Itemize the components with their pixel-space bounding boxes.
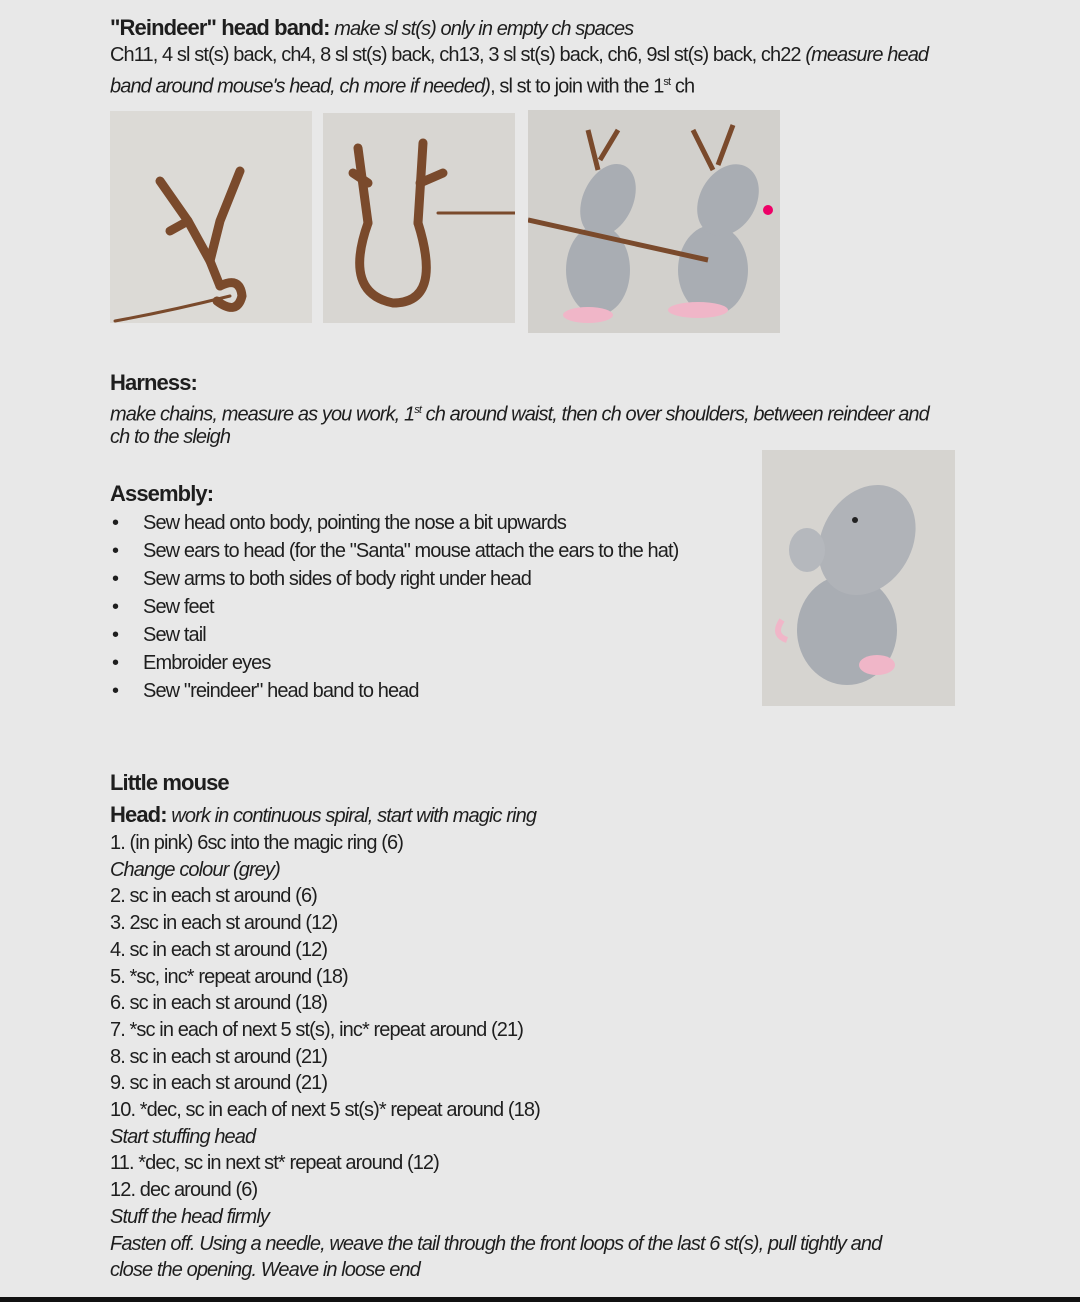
instruction-row: 3. 2sc in each st around (12): [110, 912, 338, 935]
instruction-row: 11. *dec, sc in next st* repeat around (12): [110, 1152, 439, 1175]
photo-reindeer-mice: [528, 110, 780, 333]
instruction-row: 8. sc in each st around (21): [110, 1045, 328, 1068]
headband-heading: [110, 15, 633, 42]
bullet: •: [112, 540, 120, 562]
photo-antler-chain-2: [323, 113, 515, 323]
list-item: Sew head onto body, pointing the nose a bit upwards: [143, 512, 566, 534]
headband-subtitle: make sl st(s) only in empty ch spaces: [334, 18, 634, 40]
headband-note: band around mouse's head, ch more if needed): [110, 75, 491, 98]
headband-title: "Reindeer" head band:: [110, 15, 330, 40]
list-item: Embroider eyes: [143, 652, 271, 674]
head-label: Head:: [110, 802, 167, 827]
headband-text: , sl st to join with the 1: [490, 75, 664, 98]
instruction-row: Start stuffing head: [110, 1125, 256, 1148]
harness-text: make chains, measure as you work, 1: [110, 403, 415, 426]
bullet: •: [112, 624, 120, 646]
instruction-row: Stuff the head firmly: [110, 1205, 269, 1228]
superscript: st: [414, 404, 421, 416]
instruction-row: 12. dec around (6): [110, 1179, 258, 1202]
headband-note: (measure head: [805, 44, 929, 66]
headband-text: ch: [670, 75, 695, 98]
instruction-row: 6. sc in each st around (18): [110, 992, 328, 1015]
list-item: Sew arms to both sides of body right under head: [143, 568, 531, 590]
headband-text: Ch11, 4 sl st(s) back, ch4, 8 sl st(s) back, ch13, 3 sl st(s) back, ch6, 9sl st(s) back, ch22: [110, 44, 806, 66]
list-item: Sew tail: [143, 624, 206, 646]
instruction-row: Fasten off. Using a needle, weave the tail through the front loops of the last 6 st(s), pull tightly and: [110, 1232, 882, 1255]
headband-line1: [110, 42, 928, 68]
instruction-row: 4. sc in each st around (12): [110, 938, 328, 961]
instruction-row: 2. sc in each st around (6): [110, 885, 317, 908]
instruction-row: Change colour (grey): [110, 858, 280, 881]
instruction-row: 1. (in pink) 6sc into the magic ring (6): [110, 832, 404, 854]
harness-text: ch around waist, then ch over shoulders, between reindeer and: [420, 403, 929, 426]
little-mouse-title: Little mouse: [110, 770, 229, 795]
assembly-title: Assembly:: [110, 481, 214, 506]
head-note: work in continuous spiral, start with magic ring: [171, 805, 537, 827]
head-heading: [110, 802, 536, 829]
list-item: Sew ears to head (for the "Santa" mouse attach the ears to the hat): [143, 540, 679, 562]
instruction-row: close the opening. Weave in loose end: [110, 1259, 420, 1282]
bullet: •: [112, 680, 120, 702]
instruction-row: 10. *dec, sc in each of next 5 st(s)* repeat around (18): [110, 1099, 540, 1121]
bullet: •: [112, 596, 120, 618]
harness-line1: [110, 397, 929, 428]
list-item: Sew "reindeer" head band to head: [143, 680, 419, 702]
bullet: •: [112, 652, 120, 674]
bullet: •: [112, 568, 120, 590]
instruction-row: 7. *sc in each of next 5 st(s), inc* repeat around (21): [110, 1018, 523, 1041]
bullet: •: [112, 512, 120, 534]
list-item: Sew feet: [143, 596, 214, 618]
headband-line2: [110, 69, 694, 100]
harness-line2: ch to the sleigh: [110, 426, 231, 448]
photo-antler-chain-1: [110, 111, 312, 323]
harness-title: Harness:: [110, 370, 197, 395]
photo-mouse-assembled: [762, 450, 955, 706]
instruction-row: 9. sc in each st around (21): [110, 1072, 328, 1095]
superscript: st: [663, 76, 671, 88]
instruction-row: 5. *sc, inc* repeat around (18): [110, 965, 348, 988]
bottom-border: [0, 1297, 1080, 1302]
